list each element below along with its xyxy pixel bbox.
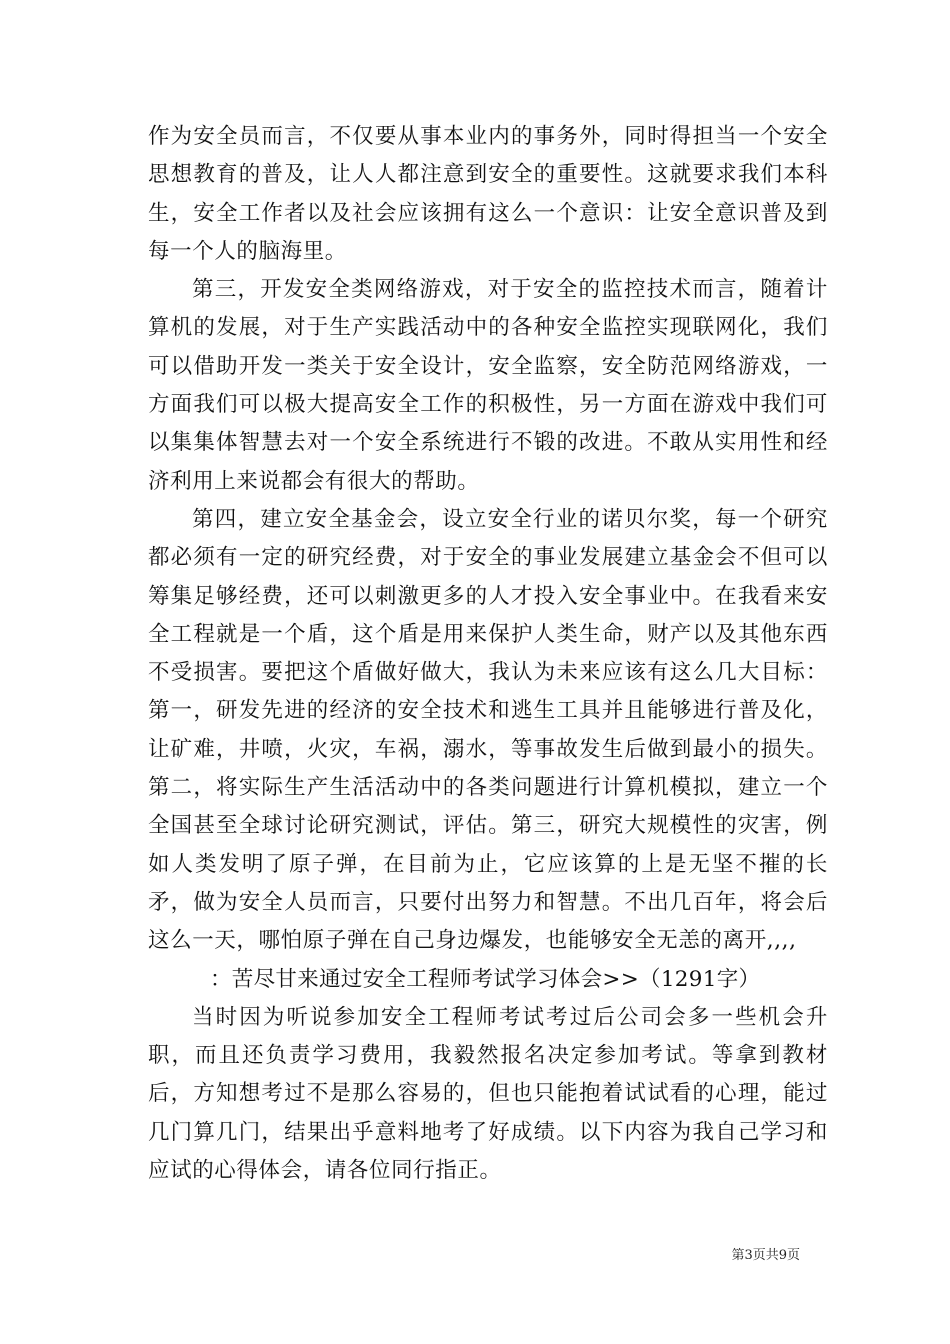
paragraph-third-point: 第三，开发安全类网络游戏，对于安全的监控技术而言，随着计算机的发展，对于生产实践活动中的各种安全监控实现联网化，我们可以借助开发一类关于安全设计，安全监察，安全防范网络游戏，一方面我们可以极大提高安全工作的积极性，另一方面在游戏中我们可以集集体智慧去对一个安全系统进行不锻的改进。不敢从实用性和经济利用上来说都会有很大的帮助。	[148, 277, 828, 494]
document-body	[148, 118, 828, 1190]
paragraph-safety-officer: 作为安全员而言，不仅要从事本业内的事务外，同时得担当一个安全思想教育的普及，让人人都注意到安全的重要性。这就要求我们本科生，安全工作者以及社会应该拥有这么一个意识：让安全意识普及到每一个人的脑海里。	[148, 124, 828, 264]
section-subtitle: ：苦尽甘来通过安全工程师考试学习体会>>（1291字）	[210, 966, 761, 992]
paragraph-exam-experience: 当时因为听说参加安全工程师考试考过后公司会多一些机会升职，而且还负责学习费用，我毅然报名决定参加考试。等拿到教材后，方知想考过不是那么容易的，但也只能抱着试试看的心理，能过几门算几门，结果出乎意料地考了好成绩。以下内容为我自己学习和应试的心得体会，请各位同行指正。	[148, 1004, 828, 1184]
page-number-footer: 第3页共9页	[731, 1248, 800, 1263]
paragraph-fourth-point: 第四，建立安全基金会，设立安全行业的诺贝尔奖，每一个研究都必须有一定的研究经费，对于安全的事业发展建立基金会不但可以筹集足够经费，还可以刺激更多的人才投入安全事业中。在我看来安全工程就是一个盾，这个盾是用来保护人类生命，财产以及其他东西不受损害。要把这个盾做好做大，我认为未来应该有这么几大目标：第一，研发先进的经济的安全技术和逃生工具并且能够进行普及化，让矿难，井喷，火灾，车祸，溺水，等事故发生后做到最小的损失。第二，将实际生产生活活动中的各类问题进行计算机模拟，建立一个全国甚至全球讨论研究测试，评估。第三，研究大规模性的灾害，例如人类发明了原子弹，在目前为止，它应该算的上是无坚不摧的长矛，做为安全人员而言，只要付出努力和智慧。不出几百年，将会后这么一天，哪怕原子弹在自己身边爆发，也能够安全无恙的离开,,,,	[148, 506, 828, 954]
